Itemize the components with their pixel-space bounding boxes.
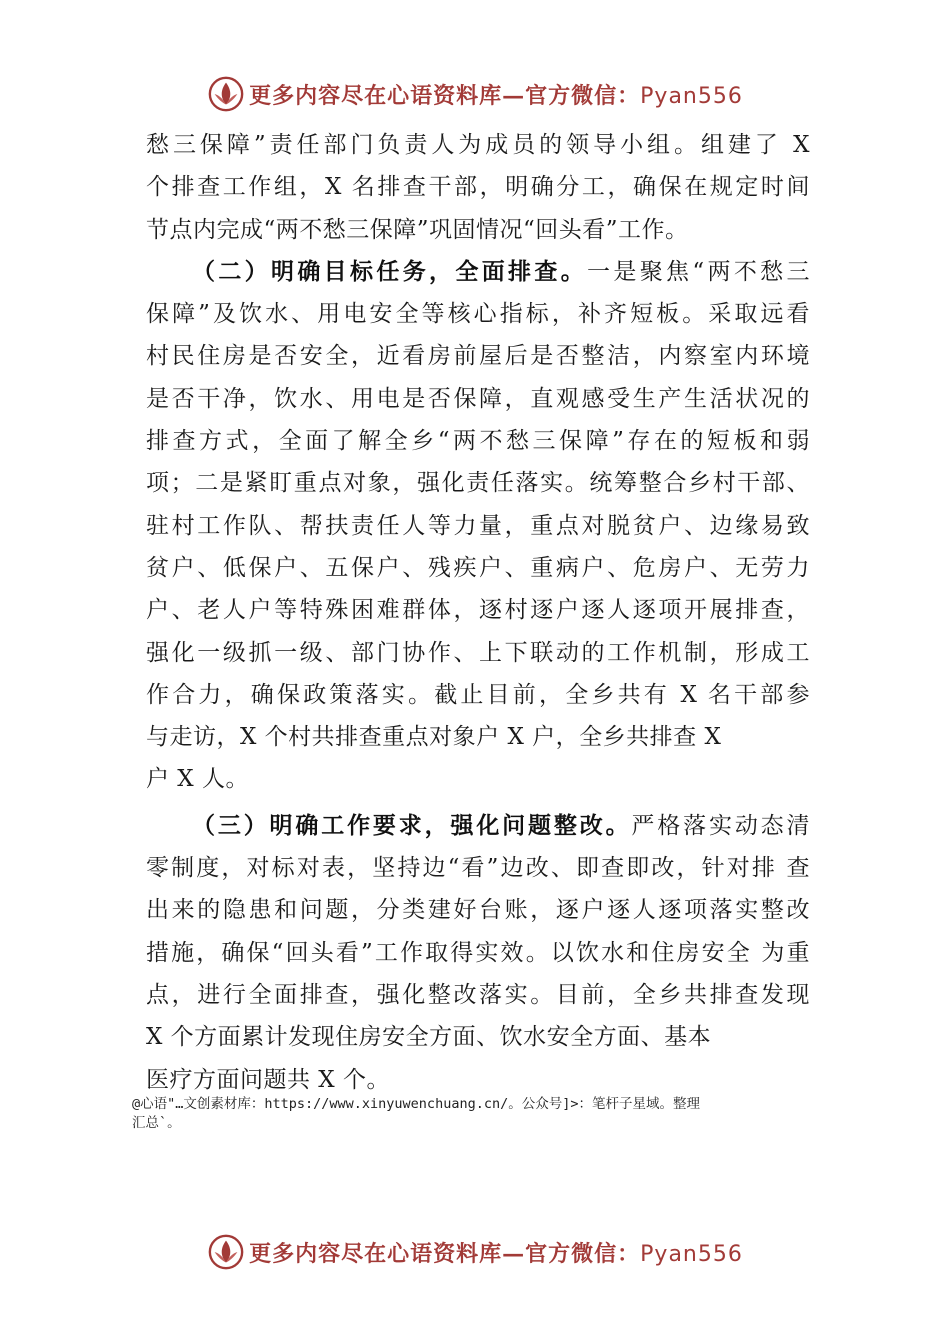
header-banner bbox=[0, 72, 950, 116]
lotus-logo-icon bbox=[207, 75, 245, 113]
banner-wechat-id: Pyan556 bbox=[640, 1241, 743, 1267]
text-line: 与走访，X 个村共排查重点对象户 X 户，全乡共排查 X bbox=[146, 724, 722, 751]
text-line: X 个方面累计发现住房安全方面、饮水安全方面、基本 bbox=[146, 1024, 712, 1051]
text-line: 作合力，确保政策落实。截止目前，全乡共有 X 名干部参 bbox=[146, 681, 810, 708]
section-heading: （二）明确目标任务，全面排查。 bbox=[192, 257, 588, 285]
text-line: 个排查工作组，X 名排查干部，明确分工，确保在规定时间 bbox=[146, 174, 810, 201]
paragraph-3 bbox=[146, 805, 810, 1101]
text-line: 点，进行全面排查，强化整改落实。目前，全乡共排查发现 bbox=[146, 981, 810, 1008]
footer-banner bbox=[0, 1230, 950, 1274]
footnote-line: 汇总`。 bbox=[132, 1115, 181, 1131]
paragraph-2 bbox=[146, 251, 810, 801]
text-line: 贫户、低保户、五保户、残疾户、重病户、危房户、无劳力 bbox=[146, 554, 810, 581]
text-line: （二）明确目标任务，全面排查。一是聚焦“两不愁三 bbox=[192, 257, 810, 285]
footnote-line: @心语"…文创素材库：https://www.xinyuwenchuang.cn/。公众号]>：笔杆子星域。整理 bbox=[132, 1096, 700, 1112]
text-line: 出来的隐患和问题，分类建好台账，逐户逐人逐项落实整改 bbox=[146, 897, 810, 924]
text-line: 户、老人户等特殊困难群体，逐村逐户逐人逐项开展排查， bbox=[146, 597, 810, 624]
text-line: 节点内完成“两不愁三保障”巩固情况“回头看”工作。 bbox=[146, 216, 689, 243]
banner-wechat-id: Pyan556 bbox=[640, 83, 743, 109]
text-line: 是否干净，饮水、用电是否保障，直观感受生产生活状况的 bbox=[146, 385, 810, 412]
text-line: 措施，确保“回头看”工作取得实效。以饮水和住房安全 为重 bbox=[146, 939, 810, 966]
lotus-logo-icon bbox=[207, 1233, 245, 1271]
paragraph-1 bbox=[146, 124, 810, 251]
text-line: （三）明确工作要求，强化问题整改。严格落实动态清 bbox=[192, 811, 811, 839]
text-line: 驻村工作队、帮扶责任人等力量，重点对脱贫户、边缘易致 bbox=[146, 512, 810, 539]
footnote bbox=[132, 1095, 832, 1133]
text-line: 项；二是紧盯重点对象，强化责任落实。统筹整合乡村干部、 bbox=[146, 470, 810, 497]
section-heading: （三）明确工作要求，强化问题整改。 bbox=[192, 811, 632, 839]
text-line: 户 X 人。 bbox=[146, 766, 249, 793]
banner-title: 更多内容尽在心语资料库—官方微信：Pyan556 bbox=[249, 1240, 743, 1267]
text-line: 愁三保障”责任部门负责人为成员的领导小组。组建了 X bbox=[146, 132, 810, 158]
text-line: 排查方式，全面了解全乡“两不愁三保障”存在的短板和弱 bbox=[146, 428, 810, 455]
text-line: 村民住房是否安全，近看房前屋后是否整洁，内察室内环境 bbox=[146, 343, 810, 370]
text-line: 保障”及饮水、用电安全等核心指标，补齐短板。采取远看 bbox=[146, 301, 810, 328]
text-line: 零制度，对标对表，坚持边“看”边改、即查即改，针对排 查 bbox=[146, 855, 810, 882]
document-body bbox=[146, 124, 810, 1101]
text-line: 强化一级抓一级、部门协作、上下联动的工作机制，形成工 bbox=[146, 639, 810, 666]
text-line: 医疗方面问题共 X 个。 bbox=[146, 1066, 390, 1093]
banner-title: 更多内容尽在心语资料库—官方微信：Pyan556 bbox=[249, 82, 743, 109]
